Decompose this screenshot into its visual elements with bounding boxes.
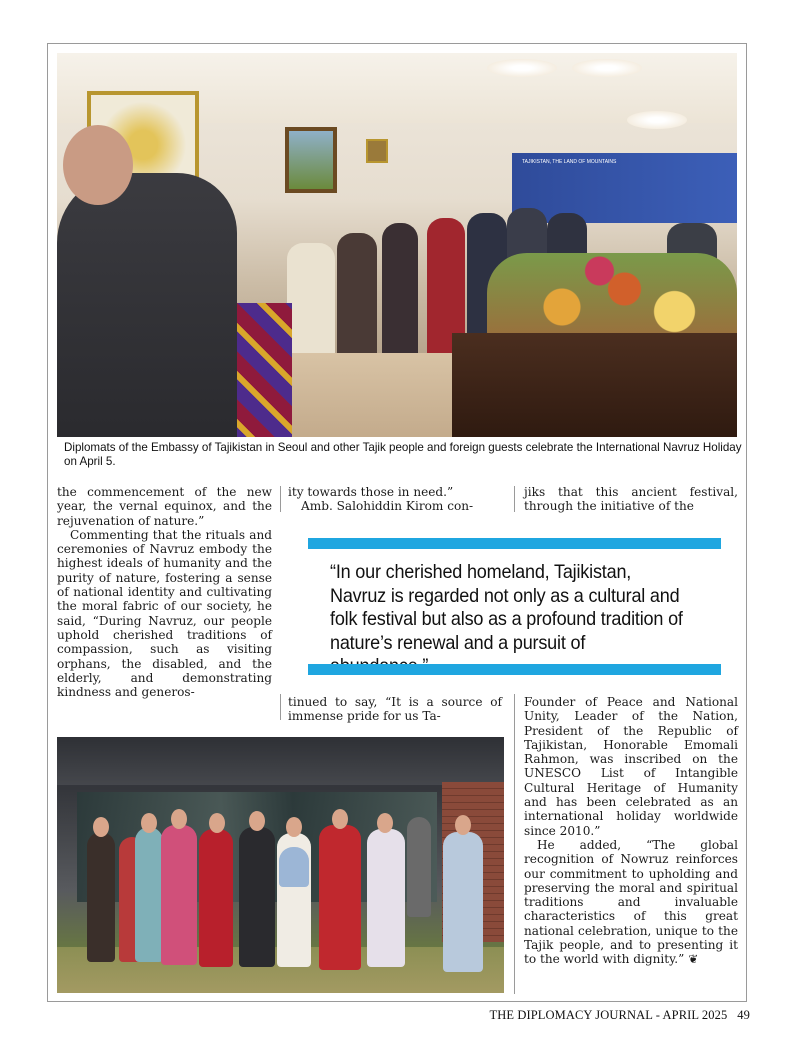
group-photo-outside	[57, 737, 504, 993]
article-column-2-top	[288, 485, 502, 514]
paragraph: Founder of Peace and National Unity, Leader of the Nation, President of the Republic of Tajikistan, Honorable Emomali Rahmon, was inscribed on the UNESCO List of Intangible Cultural Heritage of Humanity and has been celebrated as an international holiday worldwide since 2010.”	[524, 695, 738, 838]
paragraph: Commenting that the rituals and ceremonies of Navruz embody the highest ideals of humanity and the purity of nature, fostering a sense of national identity and cultivating the moral fabric of our society, he said, “During Navruz, our people uphold cherished traditions of compassion, such as visiting orphans, the disabled, and the elderly, and demonstrating kindness and generos-	[57, 527, 272, 700]
paragraph: ity towards those in need.”	[288, 485, 454, 499]
photo-caption: Diplomats of the Embassy of Tajikistan in Seoul and other Tajik people and foreign guests celebrate the International Navruz Holiday on April 5.	[64, 441, 742, 468]
page-number: 49	[737, 1008, 750, 1022]
end-mark-icon: ❦	[688, 952, 699, 967]
journal-name: THE DIPLOMACY JOURNAL - APRIL 2025	[489, 1008, 728, 1022]
paragraph: jiks that this ancient festival, through the initiative of the	[524, 485, 738, 514]
paragraph: tinued to say, “It is a source of immense pride for us Ta-	[288, 695, 502, 724]
column-rule	[280, 486, 281, 512]
article-column-2-bottom	[288, 695, 502, 724]
banner-text: TAJIKISTAN, THE LAND OF MOUNTAINS	[522, 159, 617, 165]
column-rule	[514, 694, 515, 994]
article-column-3-bottom	[524, 695, 738, 967]
paragraph: Amb. Salohiddin Kirom con-	[301, 499, 474, 514]
page-footer	[460, 1008, 750, 1023]
pull-quote-bar-top	[308, 538, 721, 549]
column-rule	[280, 694, 281, 720]
article-column-3-top	[524, 485, 738, 514]
pull-quote: “In our cherished homeland, Tajikistan, Navruz is regarded not only as a cultural and folk festival but also as a profound tradition of nature’s renewal and a pursuit of	[330, 562, 683, 654]
article-column-1	[57, 485, 272, 699]
embassy-celebration-photo	[57, 53, 737, 437]
paragraph: He added, “The global recognition of Nowruz reinforces our commitment to upholding and preserving the moral and spiritual traditions and invaluable characteristics of this great national celebration, unique to the Tajik people, and to presenting it to the world with dignity.” ❦	[524, 837, 738, 967]
paragraph: the commencement of the new year, the vernal equinox, and the rejuvenation of nature.”	[57, 485, 272, 528]
column-rule	[514, 486, 515, 512]
pull-quote-bar-bottom	[308, 664, 721, 675]
